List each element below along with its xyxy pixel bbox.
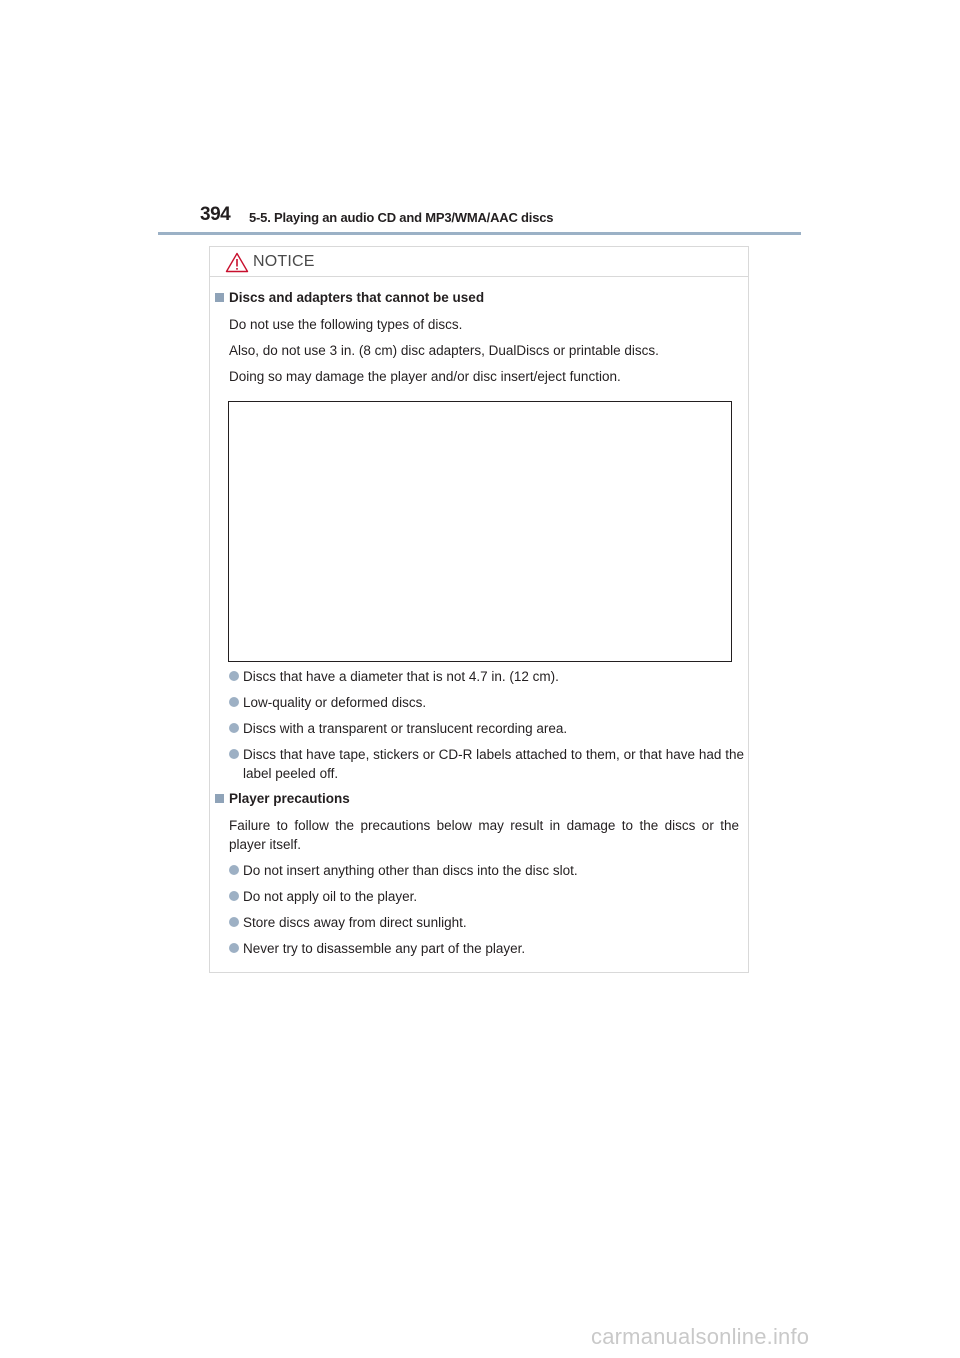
notice-title: NOTICE: [253, 253, 315, 270]
section-heading-discs: [215, 290, 484, 305]
header-rule: [158, 232, 801, 235]
section-title: 5-5. Playing an audio CD and MP3/WMA/AAC discs: [249, 210, 554, 225]
section-heading-player: [215, 791, 350, 806]
heading-square-icon: [215, 794, 224, 803]
notice-header: [210, 247, 748, 277]
bullet-text: Low-quality or deformed discs.: [243, 695, 427, 710]
bullet-text: Do not apply oil to the player.: [243, 889, 418, 904]
page-number: 394: [200, 204, 231, 225]
bullet-item: [229, 719, 744, 738]
heading-square-icon: [215, 293, 224, 302]
bullet-text: Discs with a transparent or translucent recording area.: [243, 721, 568, 736]
bullet-text: Do not insert anything other than discs into the disc slot.: [243, 863, 578, 878]
bullet-dot-icon: [229, 891, 239, 901]
paragraph: Do not use the following types of discs.: [229, 317, 463, 332]
bullet-item: [229, 745, 744, 783]
bullet-text: Discs that have a diameter that is not 4.7 in. (12 cm).: [243, 669, 559, 684]
notice-box: [209, 246, 749, 973]
section-heading-text: Player precautions: [229, 791, 350, 806]
bullet-text: Never try to disassemble any part of the player.: [243, 941, 526, 956]
bullet-dot-icon: [229, 917, 239, 927]
warning-triangle-icon: [225, 252, 249, 273]
bullet-dot-icon: [229, 865, 239, 875]
paragraph: Doing so may damage the player and/or disc insert/eject function.: [229, 369, 621, 384]
bullet-dot-icon: [229, 723, 239, 733]
bullet-item: [229, 667, 744, 686]
paragraph: Also, do not use 3 in. (8 cm) disc adapters, DualDiscs or printable discs.: [229, 343, 659, 358]
bullet-dot-icon: [229, 671, 239, 681]
bullet-item: [229, 693, 744, 712]
bullet-dot-icon: [229, 943, 239, 953]
watermark: carmanualsonline.info: [591, 1324, 810, 1349]
bullet-item: [229, 913, 744, 932]
paragraph: Failure to follow the precautions below may result in damage to the discs or the player itself.: [229, 818, 739, 852]
section-heading-text: Discs and adapters that cannot be used: [229, 290, 485, 305]
bullet-text: Store discs away from direct sunlight.: [243, 915, 467, 930]
bullet-dot-icon: [229, 749, 239, 759]
bullet-text: Discs that have tape, stickers or CD-R labels attached to them, or that have had the label peeled off.: [243, 747, 744, 781]
bullet-item: [229, 939, 744, 958]
bullet-dot-icon: [229, 697, 239, 707]
disc-types-illustration: [228, 401, 732, 662]
bullet-item: [229, 861, 744, 880]
bullet-item: [229, 887, 744, 906]
